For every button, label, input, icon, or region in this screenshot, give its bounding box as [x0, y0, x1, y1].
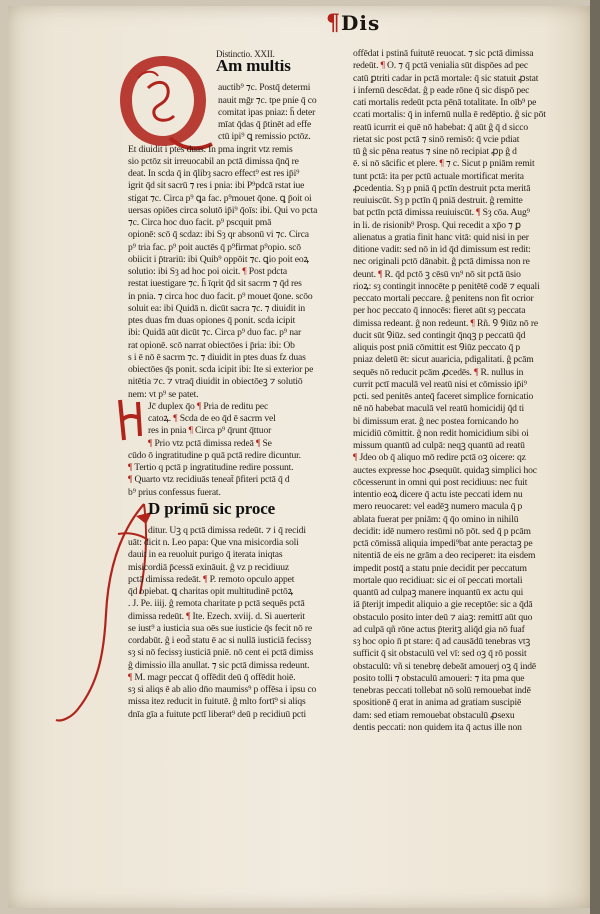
- paragraph-mark: ¶: [242, 266, 247, 277]
- text-line: posito tolli ⁊ obstaculū amoueri: ⁊ ita pma que: [353, 672, 525, 684]
- text-line: obstaculo posito inter deū ⁊ aiaꝫ: remittī aūt quo: [353, 611, 533, 623]
- text-line: impedit postq̄ a statu pnie decidit per peccatum: [353, 562, 527, 574]
- text-line: uāt: dicit n. Leo papa: Que vna misicordia soli: [128, 537, 299, 548]
- text-line: dentis peccati: non quidem ita q̄ actus ille non: [353, 721, 522, 733]
- text-line: Jc̄ duplex q̄o ¶ Pria de reditu pec: [148, 400, 269, 412]
- text-line: sequēs nō reducit pcām ꝓcedēs. ¶ R. nullus in: [353, 366, 524, 378]
- running-head: [326, 10, 386, 36]
- text-line: Et diuidit i ptes duas. In pma ingrit vtz remis: [128, 143, 293, 155]
- left-column: [128, 48, 350, 721]
- paragraph-mark: ¶: [173, 413, 178, 424]
- text-line: reatū icurrit ei quē nō habebat: q̄ aūt ĝ q̄ d sicco: [353, 121, 528, 133]
- text-line: catū ꝑtriti cadar in pctā mortale: q̄ sic statuit ꝓstat: [353, 72, 539, 84]
- paragraph-mark: ¶: [256, 437, 261, 449]
- text-line: ducit sūt Ꝯiūz. sed contingit q̄nqꝫ p peccatū q̄d: [353, 329, 526, 341]
- text-line: currit pctī maculā vel reatū nisi et cōmissio ip̄i⁹: [353, 378, 527, 390]
- text-line: reuiuiscūt. Sȝ p pctīn q̄ pniā destruit. ĝ remitte: [353, 195, 523, 206]
- text-line: redeūt. ¶ O. ⁊ q̄ pctā venialia sūt dispōes ad pec: [353, 60, 528, 72]
- text-line: ¶ Prio vtz pctā dimissa redeā ¶ Se: [148, 437, 272, 449]
- text-line: . J. Pe. iiij. ĝ remota charitate p pctā sequēs pctā: [128, 598, 305, 610]
- text-line: tunt pctā: ita per pctū actuale mortificat merita: [353, 170, 524, 182]
- text-line: in pnia. ⁊ circa hoc duo facit. p⁹ mouet q̄one. scōo: [128, 290, 313, 302]
- text-line: cordabūt. ĝ i eod̄ statu ē ac si nullā iusticiā fecissȝ: [128, 635, 311, 646]
- text-line: mīat q̄das q̄ p̄tinēt ad effe: [218, 119, 312, 130]
- text-line: cati mortalis redeūt pcta pēnā totalitate. In oīb⁹ pe: [353, 97, 537, 108]
- paragraph-mark: ¶: [196, 400, 202, 412]
- text-line: peccato mortali peccare. ĝ penitens non fit ocrior: [353, 293, 534, 304]
- text-line: missa itez reducit in fuitutē. ĝ mlto fortī⁹ si aliqs: [128, 696, 306, 708]
- text-line: opionē: scō q̄ scdaz: ibi Sȝ qr absonū vi ⁊c. Circa: [128, 229, 309, 241]
- text-line: rietat sic post pctā ⁊ sinō remisō: q̄ vcie pdiat: [353, 133, 520, 145]
- text-line: ¶ Tertio q pctā p ingratitudine redire possunt.: [128, 462, 294, 473]
- text-line: catoꝝ. ¶ Scda de eo q̄d ē sacrm vel: [148, 413, 276, 424]
- paragraph-mark: ¶: [353, 452, 358, 464]
- text-line: p⁹ tria fac. p⁹ poit auctēs q̄ p⁹firmat p⁹opio. scō: [128, 241, 301, 253]
- text-line: cōcesserunt in omni qui post recidiuus: nec fuit: [353, 476, 528, 488]
- text-line: rat opionē. scō narrat obiectōes i p̄ria: ibi: Ob: [128, 339, 295, 351]
- paragraph-mark: ¶: [476, 207, 481, 219]
- text-line: solutio: ibi Sȝ ad hoc poi oicit. ¶ Post pdcta: [128, 266, 288, 277]
- text-line: dnīa gīa a fuitute pctī liberat⁹ deū p recidiuū pcti: [128, 708, 307, 720]
- text-line: b⁹ prius confessus fuerat.: [128, 486, 221, 498]
- text-line: pctā dimissa redeāt. ¶ P. remoto opculo appet: [128, 573, 295, 585]
- text-line: se iust⁹ a iusticia sua oēs sue iusticie q̄s fecit nō re: [128, 622, 312, 634]
- text-line: ditione vadit: sed nō in id q̄d dimissum est redit:: [353, 244, 531, 255]
- text-line: uersas opiōes circa solutō ip̄i⁹ q̄oīs: ibi. Qui vo pcta: [128, 204, 318, 216]
- text-line: per hoc peccato q̄ innocēs: fieret aūt sȝ peccata: [353, 305, 526, 317]
- text-line: ⁊c. Circa hoc duo facit. p⁹ pscquit pmā: [128, 217, 272, 228]
- text-line: s i ē nō ē sacrm ⁊c. ⁊ diuidit in ptes duas fz duas: [128, 351, 306, 363]
- text-line: aliquis post pniā cōmittit est Ꝯiūz peccato q̄ p: [353, 342, 521, 353]
- text-line: nauit mḡr ⁊c. tpe pnie q̄ co: [218, 94, 317, 106]
- text-line: dauit in ea reuoluit purigo q̄ iterata iniqtas: [128, 549, 283, 561]
- text-line: decidit: idē numero resūmi nō pōt. sed q̄ p pcām: [353, 525, 531, 537]
- text-line: ad culpā qñ rōne actus p̄teritꝫ aliq̄d gia nō fuaf: [353, 623, 525, 635]
- text-line: offēdat i pstinā fuitutē reuocat. ⁊ sic pctā dimissa: [353, 48, 534, 59]
- paragraph-mark: ¶: [470, 317, 475, 329]
- text-line: q̄d opiebat. ꝗ charitas opit multitudinē pctōꝝ: [128, 586, 294, 597]
- text-line: misicordiā p̄cessā exināuit. ĝ vz p recidiuuz: [128, 561, 289, 573]
- text-line: i infernū descēdat. ĝ p eade rōne q̄ sic dispō pec: [353, 84, 530, 96]
- text-line: soluit ea: ibi Quidā n. dicūt sacra ⁊c. ⁊ diuidit in: [128, 302, 306, 314]
- text-line: sȝ si aliqs ē ab alio dn̄o maumiss⁹ p offēsa i ipsu co: [128, 684, 317, 695]
- incipit-heading: Am multis: [216, 60, 291, 76]
- section-heading: D primū sic proce: [148, 502, 275, 518]
- text-line: deunt. ¶ R. q̄d pctō ꝫ cēsū vn⁹ nō sit pctā ūsio: [353, 268, 521, 280]
- paragraph-mark: ¶: [128, 474, 133, 486]
- text-line: ditur. Uꝫ q pctā dimissa redeūt. ⁊ i q̄ recidi: [148, 524, 306, 536]
- text-line: pcti. sed penitēs anteq̄ faceret simplice fornicatio: [353, 391, 534, 402]
- paragraph-mark: ¶: [203, 573, 208, 585]
- text-line: nitentiā de eis ne grām a deo reciperet: ita eisdem: [353, 550, 536, 562]
- text-line: sio pctōz sit irreuocabil an pctā dimissa q̄nq̄ re: [128, 155, 299, 167]
- right-column: [353, 48, 575, 734]
- text-line: ctū ipi⁹ ꝗ remissio pctōz.: [218, 131, 311, 143]
- text-line: sȝ hoc opio n̄ pt stare: q̄ ad causādū tenebras vtꝫ: [353, 636, 531, 647]
- text-line: dam: sed etiam remouebat obstaculū ꝓsexu: [353, 709, 515, 721]
- paragraph-mark: ¶: [128, 462, 133, 473]
- text-line: auctib⁹ ⁊c. Postq̄ determi: [218, 82, 311, 94]
- text-line: micidiū cōmittit. ĝ non redit homicidium sibi oi: [353, 427, 529, 439]
- text-line: spositionē q̄ erat in anima ad gratiam suscipiē: [353, 697, 522, 709]
- text-line: ĝ dimissio illa anullat. ⁊ sic pctā dimissa redeunt.: [128, 659, 310, 671]
- text-line: sȝ si nō fecissȝ iusticiā pniē. nō cent ei pctā dimiss: [128, 647, 314, 659]
- paragraph-mark: ¶: [380, 60, 385, 72]
- text-line: mero reuocaret: vel eadēꝫ numero macula q̄ p: [353, 501, 523, 513]
- text-line: rioꝝ: sȝ contingit innocēte p penitētē codē ⁊ equali: [353, 280, 540, 292]
- text-line: ibi: Quidā aūt dicūt ⁊c. Circa p⁹ duo fac. p⁹ nar: [128, 327, 302, 339]
- text-line: stigat ⁊c. Circa p⁹ ꝗa fac. p⁹mouet q̄one. ꝗ p̄oit oi: [128, 192, 312, 204]
- text-line: obiectōes q̄s ponit. scda icipit ibi: Ite si exterior pe: [128, 364, 314, 375]
- text-line: comitat ipas pniaz: h̄ deter: [218, 106, 316, 118]
- text-line: obstaculū: vñ si tenebrę debeāt amouerj oꝫ q̄ indē: [353, 660, 536, 672]
- text-line: dimissa redeant. ĝ non redeunt. ¶ Rñ. Ꝯ Ꝯiūz nō re: [353, 317, 538, 329]
- text-line: ꝓcedentia. Sȝ p pniā q̄ pctīn destruit pcta meritā: [353, 182, 531, 194]
- text-line: ¶ Quarto vtz recidiuās teneat̄ p̄fiteri pctā q̄ d: [128, 474, 290, 486]
- text-line: tenebras peccati tollebat nō solū remouebat indē: [353, 685, 531, 696]
- text-line: ccati mortalis: q̄ in infernū nulla ē redēptio. ĝ sic pōt: [353, 109, 546, 121]
- text-line: sufficit q̄ sit obstaculū vel vī: sed oꝫ q̄ rō possit: [353, 648, 527, 660]
- paragraph-mark: ¶: [128, 671, 133, 683]
- text-line: bi dimissum erat. ĝ nec postea fornicando ho: [353, 415, 519, 427]
- text-line: obiicit i p̄trariū: ibi Quib⁹ oppōit ⁊c. ꝗio poit eoꝝ: [128, 253, 309, 265]
- text-line: nē nō habebat maculā vel reatū homicidij q̄d ti: [353, 403, 525, 415]
- text-line: ē. si nō sācific et plere. ¶ ⁊ c. Sicut p pniām remit: [353, 158, 535, 170]
- text-line: pniaz deletū ēt: sicut auaricia, pdigalitati. ĝ pcām: [353, 354, 534, 366]
- running-head-text: Dis: [341, 11, 381, 35]
- text-line: mortale quo recidiuat: sic ei oī peccati mortali: [353, 574, 523, 586]
- text-line: ptes duas fm duas opiones q̄ ponit. scda icipit: [128, 315, 296, 326]
- paragraph-mark: ¶: [148, 437, 153, 449]
- text-line: ¶ M. magr peccat q̄ offēdit deū q̄ offēdit hoiē.: [128, 671, 296, 683]
- text-line: dimissa redeūt. ¶ Ite. Ezech. xviij. d. Si auerterit: [128, 610, 305, 622]
- text-line: bat pctīn pctā dimissa reuiuiscūt. ¶ Sȝ cōa. Aug⁹: [353, 207, 530, 219]
- paragraph-mark: ¶: [188, 425, 193, 437]
- book-fold-edge: [590, 0, 600, 914]
- text-line: tū ĝ sic pēna reatus ⁊ sine nō recipiat ꝓp ĝ d: [353, 146, 517, 157]
- paragraph-mark: ¶: [378, 268, 383, 280]
- text-line: missum quantū ad culpā: neqꝫ quantū ad reatū: [353, 440, 525, 451]
- text-line: ¶ Jdeo ob q̄ aliquo mō redire pctā oꝫ oicere: qz: [353, 452, 526, 464]
- paragraph-mark: ¶: [439, 158, 444, 170]
- text-line: restat iuestigare ⁊c. h̄ īqrit q̄d sit sacrm ⁊ q̄d res: [128, 278, 302, 290]
- running-head-paraph: ¶: [326, 10, 341, 36]
- text-line: res in pnia ¶ Circa p⁹ q̄runt q̄ttuor: [148, 425, 272, 437]
- text-line: quantū ad culpaꝫ manere inquantū ex actu qui: [353, 587, 524, 598]
- paragraph-mark: ¶: [474, 366, 479, 378]
- text-line: nem: vt p⁹ se patet.: [128, 388, 199, 400]
- text-line: nitētia ⁊c. ⁊ vtraq̄ diuidit in obiectōeꝫ ⁊ solutiō: [128, 376, 303, 388]
- text-line: igrit q̄d sit sacrū ⁊ res i pnia: ibi P⁹pdcā rstat iue: [128, 180, 305, 192]
- text-line: in li. de risionib⁹ Prosp. Qui recedit a xp̄o ⁊ ꝑ: [353, 219, 521, 231]
- text-line: iā p̄terijt impedit aliquio a gie receptōe: sic a q̄dā: [353, 599, 533, 611]
- text-line: cūdo ō ingratitudine p quā pctā redire dicuntur.: [128, 449, 301, 461]
- text-line: auctes expresse hoc ꝓsequūt. quidaꝫ simplici hoc: [353, 464, 537, 476]
- text-line: ablata fuerat per pniām: q̄ q̄o omino in nihilū: [353, 513, 519, 525]
- text-line: alienatus a gratia finit hanc vitā: quid nisi in per: [353, 231, 529, 243]
- manuscript-page: [8, 6, 592, 908]
- paragraph-mark: ¶: [186, 610, 191, 622]
- text-line: intentio eoꝝ dicere q̄ actu iste peccati idem nu: [353, 489, 523, 500]
- text-line: pctā cōmissā aliquia impedi⁹bat ante peractaꝫ pe: [353, 538, 533, 549]
- text-line: deat. In scda q̄ in q̄libȝ sacro effect⁹ est res ip̄i⁹: [128, 168, 300, 179]
- distinctio-heading: Distinctio. XXII.: [216, 49, 275, 59]
- text-line: nec originali pctō dānabit. ĝ pctā dimissa non re: [353, 256, 530, 268]
